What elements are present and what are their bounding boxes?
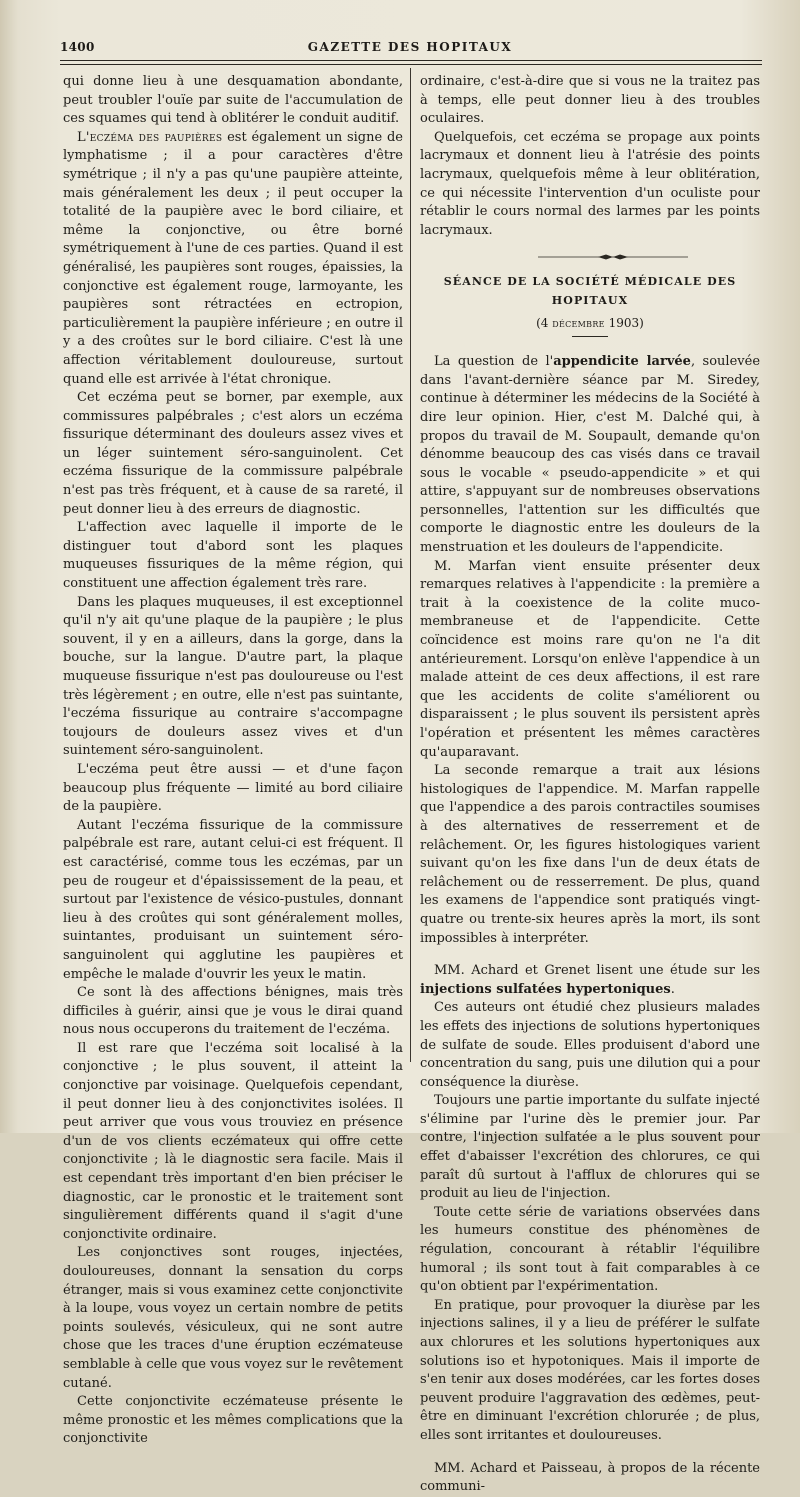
paragraph-text: , soulevée dans l'avant-dernière séance par M. Siredey, continue à déterminer les médecins de la Société à dire leur opinion. Hier, c'est M. Dalché qui, à propos du travail de M. Soupault, demande qu'on dénomme beaucoup des cas visés dans ce travail sous le vocable « pseudo-appendicite » et qui attire, s'appuyant sur de nombreuses observations personnelles, l'attention sur les difficultés que comporte le diagnostic entre les douleurs de la menstruation et les douleurs de l'appendicite. (420, 354, 761, 556)
separator-ornament (538, 253, 688, 261)
paragraph: qui donne lieu à une desquamation abondante, peut troubler l'ouïe par suite de l'accumulation de ces squames qui tend à oblitérer le conduit auditif. (63, 74, 403, 127)
paragraph-text: MM. Achard et Grenet lisent une étude sur les (434, 963, 760, 979)
paragraph: M. Marfan vient ensuite présenter deux remarques relatives à l'appendicite : la première a trait à la coexistence de la colite muco-membraneuse et de l'appendicite. Cette coïncidence est moins rare qu'on ne l'a dit antérieurement. Lorsqu'on enlève l'appendice à un malade atteint de ces deux affections, il est rare que les accidents de colite s'améliorent ou disparaissent ; le plus souvent ils persistent après l'opération et présentent les mêmes caractères qu'auparavant. (420, 558, 760, 760)
paragraph: L'eczéma peut être aussi — et d'une façon beaucoup plus fréquente — limité au bord ciliaire de la paupière. (63, 761, 403, 815)
paragraph: Ce sont là des affections bénignes, mais très difficiles à guérir, ainsi que je vous le dirai quand nous nous occuperons du traitement de l'eczéma. (63, 985, 403, 1038)
section-title: SÉANCE DE LA SOCIÉTÉ MÉDICALE DES HOPITAUX (443, 275, 737, 307)
date-day: (4 (536, 315, 553, 330)
keyword: appendicite larvée (553, 354, 691, 370)
date-year: 1903) (604, 315, 644, 330)
date-month: décembre (552, 315, 605, 330)
paragraph: MM. Achard et Paisseau, à propos de la récente communi- (420, 1460, 760, 1495)
paragraph-text: est également un signe de lymphatisme ; il a pour caractères d'être symétrique ; il n'y a pas qu'une paupière atteinte, mais généralement les deux ; il peut occuper la totalité de la paupière avec le bord ciliaire, et même la conjonctive, ou être borné symétriquement à l'une de ces parties. Quand il est généralisé, les paupières sont rouges, épaissies, la conjonctive est également rouge, larmoyante, les paupières sont rétractées en ectropion, particulièrement la paupière inférieure ; en outre il y a des croûtes sur le bord ciliaire. C'est là une affection véritablement douloureuse, surtout quand elle est arrivée à l'état chronique. (63, 129, 403, 387)
left-column (63, 73, 403, 1449)
paragraph: Autant l'eczéma fissurique de la commissure palpébrale est rare, autant celui-ci est fréquent. Il est caractérisé, comme tous les eczémas, par un peu de rougeur et d'épaississement de la peau, et surtout par l'existence de vésico-pustules, donnant lieu à des croûtes qui sont généralement molles, suintantes, produisant un suintement séro-sanguinolent qui agglutine les paupières et empêche le malade d'ouvrir les yeux le matin. (63, 817, 403, 982)
paragraph: Toujours une partie importante du sulfate injecté s'élimine par l'urine dès le premier jour. Par contre, l'injection sulfatée a le plus souvent pour effet d'abaisser l'excrétion des chlorures, ce qui paraît dû surtout à l'afflux de chlorures qui se produit au lieu de l'injection. (420, 1093, 760, 1202)
paragraph-gap (420, 948, 760, 962)
paragraph: Les conjonctives sont rouges, injectées, douloureuses, donnant la sensation du corps étranger, mais si vous examinez cette conjonctivite à la loupe, vous voyez un certain nombre de petits points soulevés, vésiculeux, qui ne sont autre chose que les traces d'une éruption eczémateuse semblable à celle que vous voyez sur le revêtement cutané. (63, 1245, 403, 1391)
paragraph: Toute cette série de variations observées dans les humeurs constitue des phénomènes de régulation, concourant à rétablir l'équilibre humoral ; ils sont tout à fait comparables à ce qu'on obtient par l'expérimentation. (420, 1204, 760, 1295)
keyword: injections sulfatées hypertoniques (420, 981, 671, 997)
paragraph: Cet eczéma peut se borner, par exemple, aux commissures palpébrales ; c'est alors un eczéma fissurique déterminant des douleurs assez vives et un léger suintement séro-sanguinolent. Cet eczéma fissurique de la commissure palpébrale n'est pas très fréquent, et à cause de sa rareté, il peut donner lieu à des erreurs de diagnostic. (63, 390, 403, 517)
paragraph (420, 353, 760, 558)
paragraph: En pratique, pour provoquer la diurèse par les injections salines, il y a lieu de préférer le sulfate aux chlorures et les solutions hypertoniques aux solutions iso et hypotoniques. Mais il importe de s'en tenir aux doses modérées, car les fortes doses peuvent produire l'aggravation des œdèmes, peut-être en diminuant l'excrétion chlorurée ; de plus, elles sont irritantes et douloureuses. (420, 1297, 760, 1443)
header-rule-thin (60, 64, 762, 65)
paragraph-text: . (670, 981, 675, 997)
date-rule (572, 336, 608, 337)
ornament-icon (538, 253, 688, 261)
paragraph: ordinaire, c'est-à-dire que si vous ne la traitez pas à temps, elle peut donner lieu à des troubles oculaires. (420, 74, 760, 127)
journal-title: GAZETTE DES HOPITAUX (307, 40, 513, 54)
paragraph-lead: L'eczéma des paupières (77, 129, 223, 145)
header-rule-thick (60, 60, 762, 61)
paragraph: L'affection avec laquelle il importe de le distinguer tout d'abord sont les plaques muqueuses fissuriques de la même région, qui constituent une affection également très rare. (63, 520, 403, 592)
paragraph: Dans les plaques muqueuses, il est exceptionnel qu'il n'y ait qu'une plaque de la paupière ; le plus souvent, il y en a ailleurs, dans la gorge, dans la bouche, sur la langue. D'autre part, la plaque muqueuse fissurique n'est pas douloureuse ou l'est très légèrement ; en outre, elle n'est pas suintante, l'eczéma fissurique au contraire s'accompagne toujours de douleurs assez vives et d'un suintement séro-sanguinolent. (63, 594, 403, 759)
paragraph (63, 129, 403, 389)
paragraph (420, 962, 760, 999)
page-header (60, 36, 760, 58)
page-number: 1400 (60, 40, 95, 54)
paragraph-text: La question de l' (434, 354, 554, 370)
column-divider (410, 68, 411, 1062)
paragraph: Ces auteurs ont étudié chez plusieurs malades les effets des injections de solutions hypertoniques de sulfate de soude. Elles produisent d'abord une concentration du sang, puis une dilution qui a pour conséquence la diurèse. (420, 1000, 760, 1090)
section-date (420, 314, 760, 333)
right-column (420, 73, 760, 1497)
paragraph: Il est rare que l'eczéma soit localisé à la conjonctive ; le plus souvent, il atteint la conjonctive par voisinage. Quelquefois cependant, il peut donner lieu à des conjonctivites isolées. Il peut arriver que vous vous trouviez en présence d'un de vos clients eczémateux qui offre cette conjonctivite ; là le diagnostic sera facile. Mais il est cependant très important d'en bien préciser le diagnostic, car le pronostic et le traitement sont singulièrement différents quand il s'agit d'une conjonctivite ordinaire. (63, 1040, 403, 1242)
paragraph: Cette conjonctivite eczémateuse présente le même pronostic et les mêmes complications que la conjonctivite (63, 1394, 403, 1447)
paragraph-gap (420, 1446, 760, 1460)
paragraph: Quelquefois, cet eczéma se propage aux points lacrymaux et donnent lieu à l'atrésie des points lacrymaux, quelquefois même à leur oblitération, ce qui nécessite l'intervention d'un oculiste pour rétablir le cours normal des larmes par les points lacrymaux. (420, 129, 760, 238)
paragraph: La seconde remarque a trait aux lésions histologiques de l'appendice. M. Marfan rappelle que l'appendice a des parois contractiles soumises à des alternatives de resserrement et de relâchement. Or, les figures histologiques varient suivant qu'on les fixe dans l'un de deux états de relâchement ou de resserrement. De plus, quand les examens de l'appendice sont pratiqués vingt-quatre ou trente-six heures après la mort, ils sont impossibles à interpréter. (420, 763, 760, 946)
